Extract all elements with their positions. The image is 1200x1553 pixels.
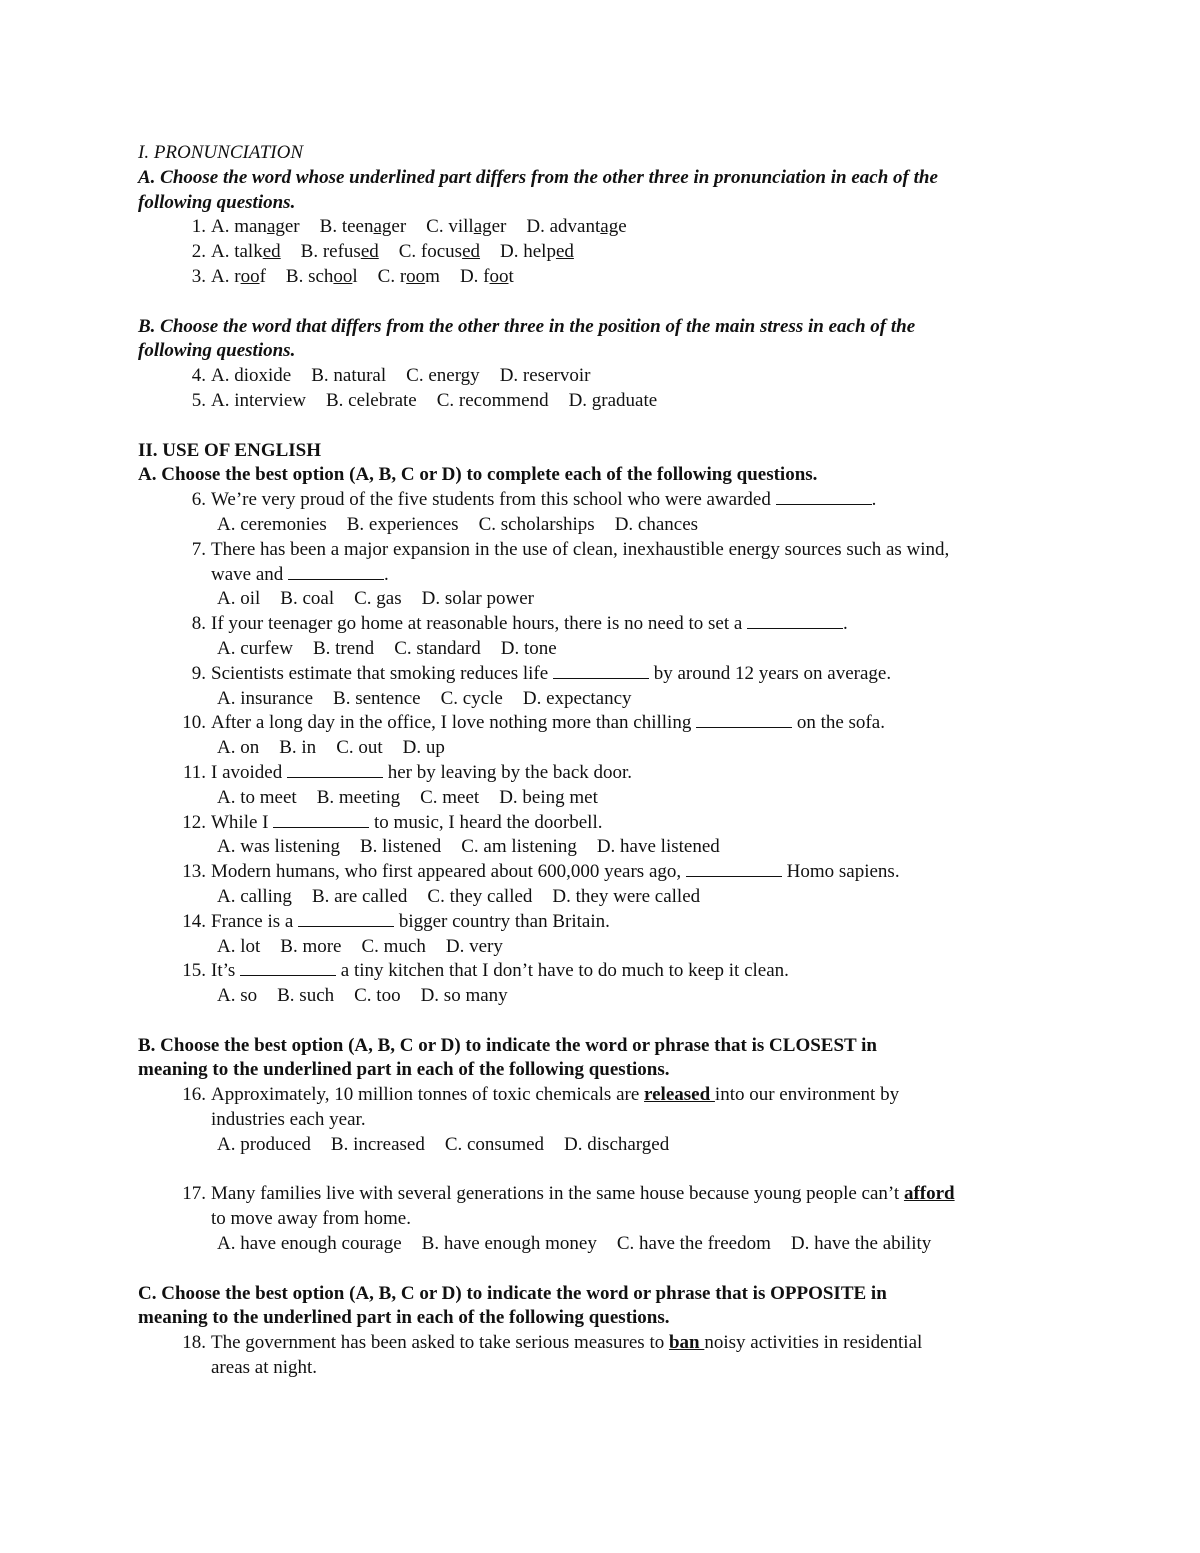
question-5 <box>138 389 1068 414</box>
question-8: 8. If your teenager go home at reasonable hours, there is no need to set a . <box>138 612 1068 637</box>
answer-blank <box>553 664 649 679</box>
underlined-part: oo <box>240 265 260 287</box>
question-number: 10. <box>182 712 206 734</box>
answer-option: A. was listening <box>217 836 340 858</box>
answer-option: B. experiences <box>346 513 459 535</box>
question-16: 16. Approximately, 10 million tonnes of toxic chemicals are released into our environment by <box>138 1083 1068 1108</box>
question-7-cont: wave and . <box>211 563 389 585</box>
answer-option: C. scholarships <box>478 513 595 535</box>
instruction-closest-meaning-cont: meaning to the underlined part in each of the following questions. <box>138 1059 670 1081</box>
question-number: 11. <box>182 761 206 783</box>
answer-option: A. insurance <box>217 687 314 709</box>
answer-blank <box>747 614 843 629</box>
underlined-part: oo <box>406 265 426 287</box>
answer-option: A. curfew <box>217 637 293 659</box>
answer-option: C. much <box>361 935 426 957</box>
answer-option: C. out <box>336 737 383 759</box>
question-11-options <box>138 786 1068 811</box>
answer-blank <box>298 912 394 927</box>
question-number: 14. <box>182 910 206 932</box>
answer-option: D. expectancy <box>522 687 632 709</box>
underlined-part: oo <box>489 265 509 287</box>
answer-option: C. cycle <box>440 687 503 709</box>
answer-blank <box>240 961 336 976</box>
answer-option: D. tone <box>500 637 557 659</box>
answer-option: B. refused <box>300 241 379 263</box>
question-14: 14. France is a bigger country than Britain. <box>138 910 1068 935</box>
question-3 <box>138 265 1068 290</box>
answer-option: D. very <box>445 935 503 957</box>
answer-option: D. reservoir <box>499 365 591 387</box>
underlined-part: ag <box>473 216 492 238</box>
answer-option: D. foot <box>459 265 514 287</box>
answer-option: B. have enough money <box>421 1233 597 1255</box>
answer-option: D. have the ability <box>790 1233 932 1255</box>
answer-option: C. gas <box>354 588 402 610</box>
answer-option: A. ceremonies <box>217 513 327 535</box>
underlined-part: ag <box>266 216 285 238</box>
answer-option: A. so <box>217 985 258 1007</box>
section-title-pronunciation: I. PRONUNCIATION <box>138 142 304 163</box>
answer-option: C. they called <box>427 885 533 907</box>
answer-option: B. natural <box>311 365 387 387</box>
question-number: 16. <box>182 1084 206 1106</box>
question-18-cont: areas at night. <box>211 1357 318 1379</box>
answer-option: B. coal <box>280 588 335 610</box>
answer-option: C. meet <box>420 786 480 808</box>
answer-option: D. so many <box>420 985 508 1007</box>
answer-option: B. celebrate <box>325 389 417 411</box>
underlined-keyword: released <box>644 1084 715 1106</box>
instruction-opposite-meaning-cont: meaning to the underlined part in each of the following questions. <box>138 1307 670 1329</box>
answer-option: A. calling <box>217 885 292 907</box>
answer-option: B. are called <box>311 885 408 907</box>
answer-option: A. talked <box>211 241 281 263</box>
answer-option: A. to meet <box>217 786 297 808</box>
answer-option: B. trend <box>312 637 375 659</box>
question-1 <box>138 215 1068 240</box>
answer-option: D. solar power <box>421 588 534 610</box>
answer-option: A. have enough courage <box>217 1233 402 1255</box>
answer-option: C. recommend <box>436 389 549 411</box>
answer-option: B. sentence <box>333 687 421 709</box>
question-15-options <box>138 984 1068 1009</box>
question-number: 17. <box>182 1183 206 1205</box>
answer-option: C. standard <box>394 637 481 659</box>
underlined-part: ed <box>462 241 481 263</box>
underlined-keyword: ban <box>668 1332 705 1354</box>
answer-option: D. helped <box>500 241 574 263</box>
question-number: 6. <box>191 489 206 511</box>
answer-option: D. graduate <box>568 389 658 411</box>
answer-option: B. more <box>280 935 342 957</box>
question-number: 4. <box>191 365 206 387</box>
answer-option: C. focused <box>398 241 481 263</box>
question-15: 15. It’s a tiny kitchen that I don’t have to do much to keep it clean. <box>138 959 1068 984</box>
answer-option: D. they were called <box>552 885 701 907</box>
answer-option: A. produced <box>217 1133 311 1155</box>
answer-blank <box>288 565 384 580</box>
instruction-closest-meaning: B. Choose the best option (A, B, C or D) to indicate the word or phrase that is CLOSEST in <box>138 1034 877 1056</box>
answer-option: C. room <box>377 265 440 287</box>
section-title-use-of-english: II. USE OF ENGLISH <box>138 439 322 461</box>
underlined-part: ed <box>555 241 574 263</box>
pronunciation-a-questions <box>138 215 1068 289</box>
question-17-cont: to move away from home. <box>211 1208 411 1230</box>
question-6-options <box>138 513 1068 538</box>
answer-option: A. roof <box>211 265 266 287</box>
answer-blank <box>686 862 782 877</box>
answer-option: B. increased <box>330 1133 425 1155</box>
answer-option: C. too <box>354 985 401 1007</box>
question-8-options <box>138 637 1068 662</box>
answer-option: D. discharged <box>564 1133 670 1155</box>
answer-option: A. manager <box>211 216 300 238</box>
question-4 <box>138 364 1068 389</box>
question-number: 3. <box>191 265 206 287</box>
underlined-part: ag <box>373 216 392 238</box>
answer-option: A. dioxide <box>211 365 292 387</box>
underlined-keyword: afford <box>903 1183 955 1205</box>
question-number: 8. <box>191 613 206 635</box>
instruction-pronunciation-b: B. Choose the word that differs from the other three in the position of the main stress in each of the <box>138 315 916 337</box>
instruction-pronunciation-a: A. Choose the word whose underlined part differs from the other three in pronunciation in each of the <box>138 166 938 188</box>
underlined-part: oo <box>333 265 353 287</box>
answer-option: B. teenager <box>319 216 407 238</box>
answer-option: D. advantage <box>526 216 627 238</box>
question-7: 7. There has been a major expansion in the use of clean, inexhaustible energy sources such as wind, <box>138 538 1068 563</box>
question-13-options <box>138 885 1068 910</box>
answer-blank <box>287 763 383 778</box>
question-number: 7. <box>191 538 206 560</box>
question-6: 6. We’re very proud of the five students from this school who were awarded . <box>138 488 1068 513</box>
answer-option: C. consumed <box>444 1133 545 1155</box>
question-13: 13. Modern humans, who first appeared about 600,000 years ago, Homo sapiens. <box>138 860 1068 885</box>
answer-blank <box>273 813 369 828</box>
question-number: 12. <box>182 811 206 833</box>
answer-option: B. listened <box>359 836 442 858</box>
answer-option: C. energy <box>406 365 480 387</box>
answer-option: C. am listening <box>461 836 577 858</box>
answer-option: D. have listened <box>596 836 720 858</box>
instruction-opposite-meaning: C. Choose the best option (A, B, C or D) to indicate the word or phrase that is OPPOSITE in <box>138 1282 887 1304</box>
question-9: 9. Scientists estimate that smoking reduces life by around 12 years on average. <box>138 662 1068 687</box>
answer-option: C. have the freedom <box>616 1233 771 1255</box>
question-number: 9. <box>191 662 206 684</box>
question-12: 12. While I to music, I heard the doorbell. <box>138 811 1068 836</box>
question-16-cont: industries each year. <box>211 1109 366 1131</box>
question-16-options <box>138 1133 1068 1158</box>
question-12-options <box>138 835 1068 860</box>
answer-option: B. school <box>285 265 358 287</box>
underlined-part: ed <box>262 241 281 263</box>
worksheet-page <box>138 141 1068 1381</box>
instruction-use-of-english-a: A. Choose the best option (A, B, C or D) to complete each of the following questions. <box>138 464 818 486</box>
answer-option: C. villager <box>426 216 507 238</box>
answer-option: B. such <box>277 985 335 1007</box>
question-number: 5. <box>191 389 206 411</box>
answer-option: B. meeting <box>316 786 401 808</box>
question-18: 18. The government has been asked to take serious measures to ban noisy activities in residential <box>138 1331 1068 1356</box>
use-of-english-a-questions <box>138 488 1068 1009</box>
question-number: 15. <box>182 960 206 982</box>
answer-blank <box>696 713 792 728</box>
question-number: 13. <box>182 861 206 883</box>
answer-option: A. lot <box>217 935 261 957</box>
question-2 <box>138 240 1068 265</box>
answer-option: A. oil <box>217 588 261 610</box>
underlined-part: ed <box>360 241 379 263</box>
answer-option: A. on <box>217 737 260 759</box>
question-7-options <box>138 587 1068 612</box>
question-number: 18. <box>182 1332 206 1354</box>
instruction-pronunciation-a-cont: following questions. <box>138 191 296 213</box>
answer-option: D. being met <box>499 786 598 808</box>
question-number: 2. <box>191 241 206 263</box>
answer-option: D. chances <box>614 513 699 535</box>
question-17-options <box>138 1232 1068 1257</box>
question-10-options <box>138 736 1068 761</box>
answer-option: B. in <box>279 737 317 759</box>
question-10: 10. After a long day in the office, I love nothing more than chilling on the sofa. <box>138 711 1068 736</box>
question-number: 1. <box>191 216 206 238</box>
pronunciation-b-questions <box>138 364 1068 414</box>
question-9-options <box>138 687 1068 712</box>
question-17: 17. Many families live with several generations in the same house because young people can’t afford <box>138 1182 1068 1207</box>
underlined-part: ag <box>600 216 619 238</box>
question-11: 11. I avoided her by leaving by the back door. <box>138 761 1068 786</box>
instruction-pronunciation-b-cont: following questions. <box>138 340 296 362</box>
question-14-options <box>138 935 1068 960</box>
answer-option: D. up <box>402 737 445 759</box>
answer-blank <box>776 490 872 505</box>
answer-option: A. interview <box>211 389 306 411</box>
